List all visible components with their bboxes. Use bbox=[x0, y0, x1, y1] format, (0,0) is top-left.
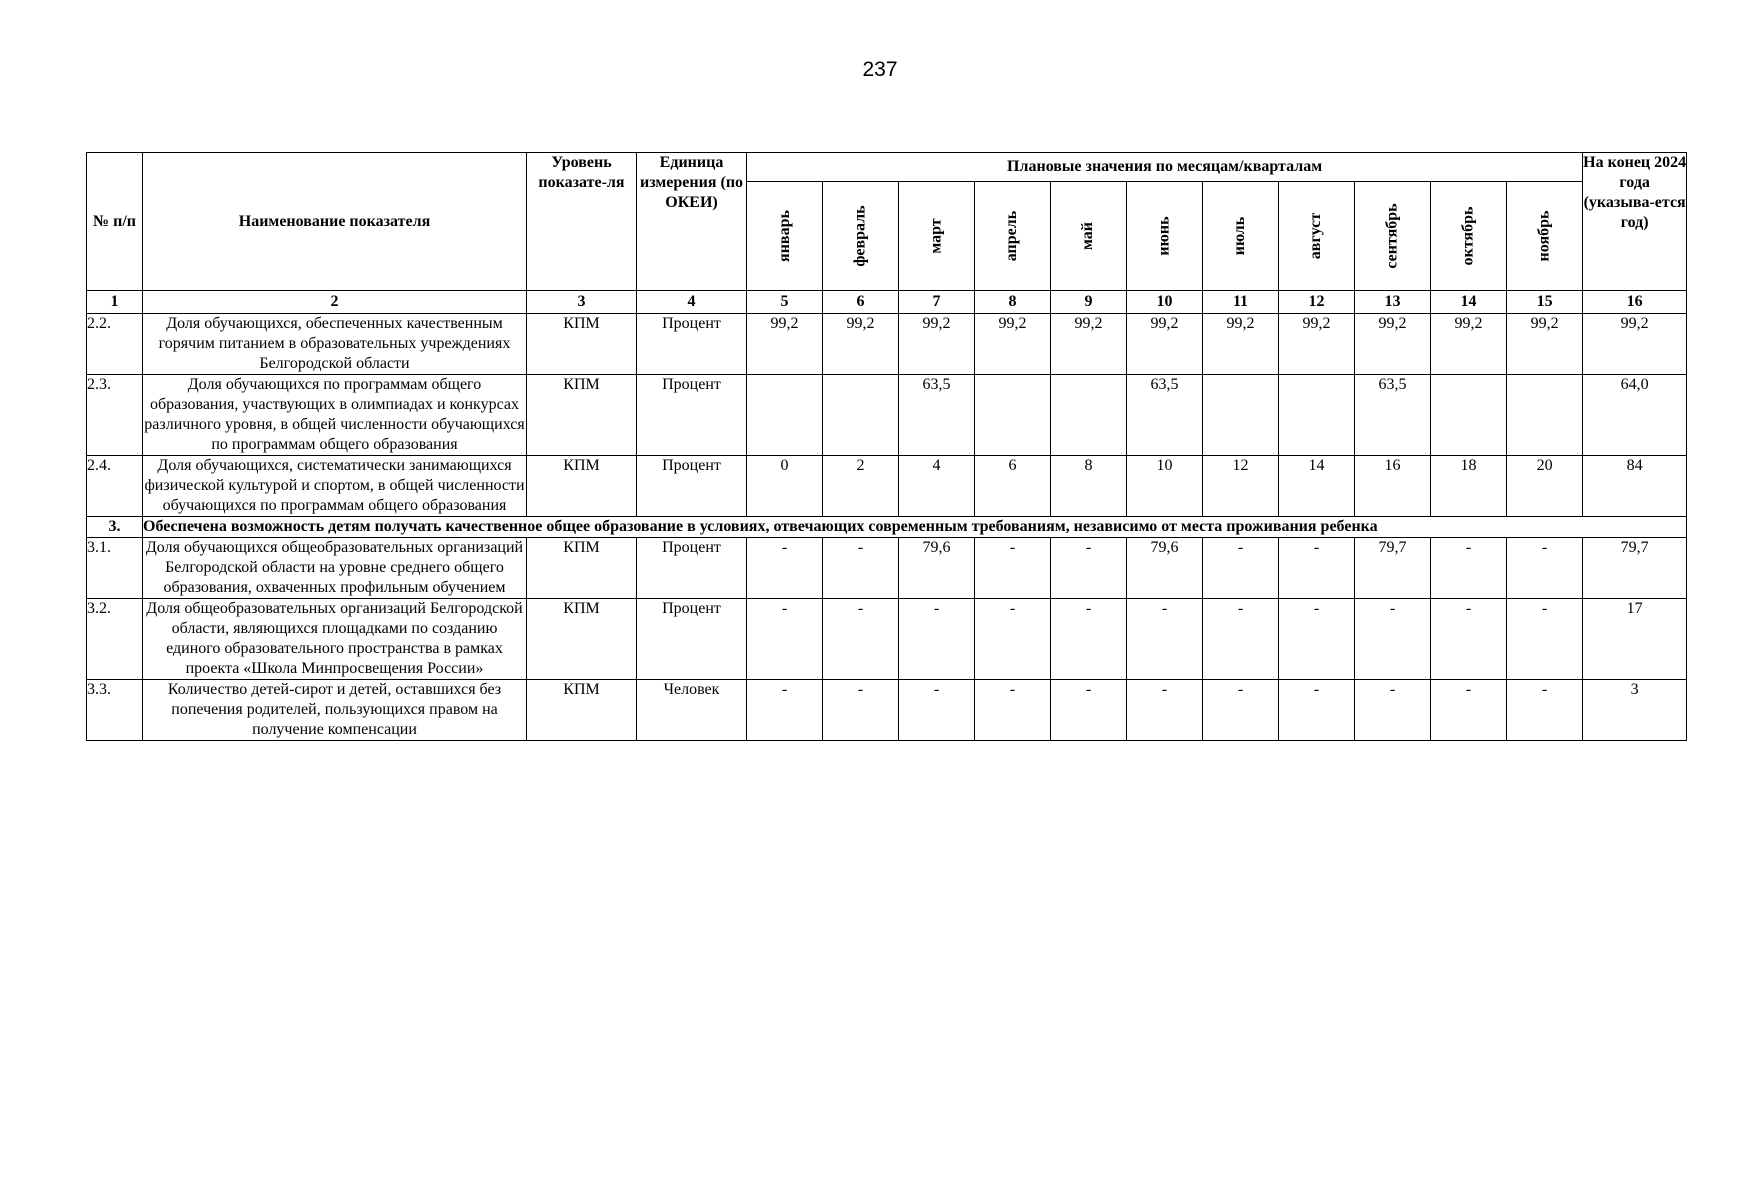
indicator-level: КПМ bbox=[527, 599, 637, 680]
month-value: 12 bbox=[1203, 456, 1279, 517]
header-end-of-year: На конец 2024 года (указыва-ется год) bbox=[1583, 153, 1687, 291]
month-value: - bbox=[1431, 599, 1507, 680]
month-value: - bbox=[823, 538, 899, 599]
month-value: - bbox=[899, 599, 975, 680]
indicator-name: Доля обучающихся, систематически занимающихся физической культурой и спортом, в общей численности обучающихся по программам общего образования bbox=[143, 456, 527, 517]
month-value: - bbox=[1051, 599, 1127, 680]
column-number: 14 bbox=[1431, 291, 1507, 314]
month-value: - bbox=[1127, 599, 1203, 680]
month-value bbox=[1051, 375, 1127, 456]
month-value: 79,6 bbox=[899, 538, 975, 599]
end-of-year-value: 99,2 bbox=[1583, 314, 1687, 375]
month-value bbox=[1279, 375, 1355, 456]
column-number: 9 bbox=[1051, 291, 1127, 314]
end-of-year-value: 79,7 bbox=[1583, 538, 1687, 599]
month-value: 99,2 bbox=[823, 314, 899, 375]
header-month: июнь bbox=[1127, 182, 1203, 291]
page-number: 237 bbox=[862, 58, 898, 81]
indicators-table bbox=[86, 152, 1687, 741]
end-of-year-value: 3 bbox=[1583, 680, 1687, 741]
column-number: 5 bbox=[747, 291, 823, 314]
header-month: март bbox=[899, 182, 975, 291]
month-value: - bbox=[1279, 680, 1355, 741]
indicator-name: Доля общеобразовательных организаций Белгородской области, являющихся площадками по созданию единого образовательного пространства в рамках проекта «Школа Минпросвещения России» bbox=[143, 599, 527, 680]
month-value: - bbox=[1355, 599, 1431, 680]
month-value bbox=[823, 375, 899, 456]
month-value: - bbox=[823, 599, 899, 680]
indicator-level: КПМ bbox=[527, 538, 637, 599]
month-value: 0 bbox=[747, 456, 823, 517]
month-value: - bbox=[747, 680, 823, 741]
column-number: 11 bbox=[1203, 291, 1279, 314]
month-value: - bbox=[1203, 599, 1279, 680]
header-month: апрель bbox=[975, 182, 1051, 291]
indicator-unit: Процент bbox=[637, 456, 747, 517]
month-value: - bbox=[1355, 680, 1431, 741]
table-row bbox=[87, 375, 1687, 456]
section-title: Обеспечена возможность детям получать качественное общее образование в условиях, отвечающих современным требованиям, независимо от места проживания ребенка bbox=[143, 517, 1687, 538]
row-index: 3.1. bbox=[87, 538, 143, 599]
month-value: 2 bbox=[823, 456, 899, 517]
indicator-level: КПМ bbox=[527, 314, 637, 375]
column-number: 15 bbox=[1507, 291, 1583, 314]
row-index: 3.2. bbox=[87, 599, 143, 680]
month-value: 99,2 bbox=[1051, 314, 1127, 375]
month-value bbox=[1507, 375, 1583, 456]
month-value: 99,2 bbox=[899, 314, 975, 375]
month-value: - bbox=[1203, 538, 1279, 599]
table-row bbox=[87, 680, 1687, 741]
month-value bbox=[975, 375, 1051, 456]
indicator-unit: Процент bbox=[637, 599, 747, 680]
end-of-year-value: 84 bbox=[1583, 456, 1687, 517]
column-number: 16 bbox=[1583, 291, 1687, 314]
header-no: № п/п bbox=[87, 153, 143, 291]
month-value: - bbox=[1507, 538, 1583, 599]
month-value: 6 bbox=[975, 456, 1051, 517]
indicator-name: Доля обучающихся по программам общего образования, участвующих в олимпиадах и конкурсах различного уровня, в общей численности обучающихся по программам общего образования bbox=[143, 375, 527, 456]
column-numbers-row bbox=[87, 291, 1687, 314]
indicator-unit: Процент bbox=[637, 375, 747, 456]
month-value bbox=[747, 375, 823, 456]
indicator-name: Количество детей-сирот и детей, оставшихся без попечения родителей, пользующихся правом на получение компенсации bbox=[143, 680, 527, 741]
month-value: - bbox=[899, 680, 975, 741]
header-row bbox=[87, 153, 1687, 182]
column-number: 10 bbox=[1127, 291, 1203, 314]
month-value: 79,6 bbox=[1127, 538, 1203, 599]
row-index: 2.4. bbox=[87, 456, 143, 517]
month-value: 99,2 bbox=[1203, 314, 1279, 375]
month-value: 99,2 bbox=[1507, 314, 1583, 375]
column-number: 2 bbox=[143, 291, 527, 314]
month-value: 99,2 bbox=[975, 314, 1051, 375]
month-value: 63,5 bbox=[899, 375, 975, 456]
table-row bbox=[87, 314, 1687, 375]
month-value: - bbox=[1279, 538, 1355, 599]
month-value: 63,5 bbox=[1127, 375, 1203, 456]
column-number: 6 bbox=[823, 291, 899, 314]
header-month: сентябрь bbox=[1355, 182, 1431, 291]
month-value bbox=[1431, 375, 1507, 456]
header-monthly-group: Плановые значения по месяцам/кварталам bbox=[747, 153, 1583, 182]
column-number: 4 bbox=[637, 291, 747, 314]
column-number: 13 bbox=[1355, 291, 1431, 314]
month-value: - bbox=[1279, 599, 1355, 680]
indicator-name: Доля обучающихся общеобразовательных организаций Белгородской области на уровне среднего общего образования, охваченных профильным обучением bbox=[143, 538, 527, 599]
month-value: - bbox=[1431, 538, 1507, 599]
month-value: 99,2 bbox=[747, 314, 823, 375]
column-number: 1 bbox=[87, 291, 143, 314]
indicator-unit: Человек bbox=[637, 680, 747, 741]
month-value: 20 bbox=[1507, 456, 1583, 517]
month-value: - bbox=[1203, 680, 1279, 741]
month-value: - bbox=[1051, 680, 1127, 741]
month-value: - bbox=[975, 680, 1051, 741]
month-value bbox=[1203, 375, 1279, 456]
month-value: - bbox=[1127, 680, 1203, 741]
month-value: 63,5 bbox=[1355, 375, 1431, 456]
table-row bbox=[87, 538, 1687, 599]
header-month: август bbox=[1279, 182, 1355, 291]
header-name: Наименование показателя bbox=[143, 153, 527, 291]
table-row bbox=[87, 599, 1687, 680]
end-of-year-value: 64,0 bbox=[1583, 375, 1687, 456]
header-month: январь bbox=[747, 182, 823, 291]
header-month: октябрь bbox=[1431, 182, 1507, 291]
indicator-name: Доля обучающихся, обеспеченных качественным горячим питанием в образовательных учреждениях Белгородской области bbox=[143, 314, 527, 375]
month-value: 8 bbox=[1051, 456, 1127, 517]
month-value: - bbox=[1507, 680, 1583, 741]
indicator-unit: Процент bbox=[637, 538, 747, 599]
month-value: 18 bbox=[1431, 456, 1507, 517]
indicator-level: КПМ bbox=[527, 375, 637, 456]
table-row bbox=[87, 456, 1687, 517]
month-value: - bbox=[747, 538, 823, 599]
month-value: - bbox=[1431, 680, 1507, 741]
row-index: 2.3. bbox=[87, 375, 143, 456]
month-value: 16 bbox=[1355, 456, 1431, 517]
column-number: 3 bbox=[527, 291, 637, 314]
column-number: 12 bbox=[1279, 291, 1355, 314]
indicator-unit: Процент bbox=[637, 314, 747, 375]
month-value: 99,2 bbox=[1127, 314, 1203, 375]
month-value: 99,2 bbox=[1279, 314, 1355, 375]
end-of-year-value: 17 bbox=[1583, 599, 1687, 680]
month-value: - bbox=[975, 538, 1051, 599]
month-value: 99,2 bbox=[1355, 314, 1431, 375]
indicator-level: КПМ bbox=[527, 680, 637, 741]
month-value: - bbox=[1507, 599, 1583, 680]
column-number: 8 bbox=[975, 291, 1051, 314]
section-row bbox=[87, 517, 1687, 538]
month-value: - bbox=[823, 680, 899, 741]
month-value: - bbox=[747, 599, 823, 680]
header-month: июль bbox=[1203, 182, 1279, 291]
header-month: ноябрь bbox=[1507, 182, 1583, 291]
month-value: 14 bbox=[1279, 456, 1355, 517]
month-value: - bbox=[975, 599, 1051, 680]
month-value: - bbox=[1051, 538, 1127, 599]
month-value: 99,2 bbox=[1431, 314, 1507, 375]
column-number: 7 bbox=[899, 291, 975, 314]
month-value: 79,7 bbox=[1355, 538, 1431, 599]
header-level: Уровень показате-ля bbox=[527, 153, 637, 291]
row-index: 3.3. bbox=[87, 680, 143, 741]
header-month: февраль bbox=[823, 182, 899, 291]
month-value: 10 bbox=[1127, 456, 1203, 517]
header-month: май bbox=[1051, 182, 1127, 291]
header-unit: Единица измерения (по ОКЕИ) bbox=[637, 153, 747, 291]
section-index: 3. bbox=[87, 517, 143, 538]
indicator-level: КПМ bbox=[527, 456, 637, 517]
month-value: 4 bbox=[899, 456, 975, 517]
row-index: 2.2. bbox=[87, 314, 143, 375]
